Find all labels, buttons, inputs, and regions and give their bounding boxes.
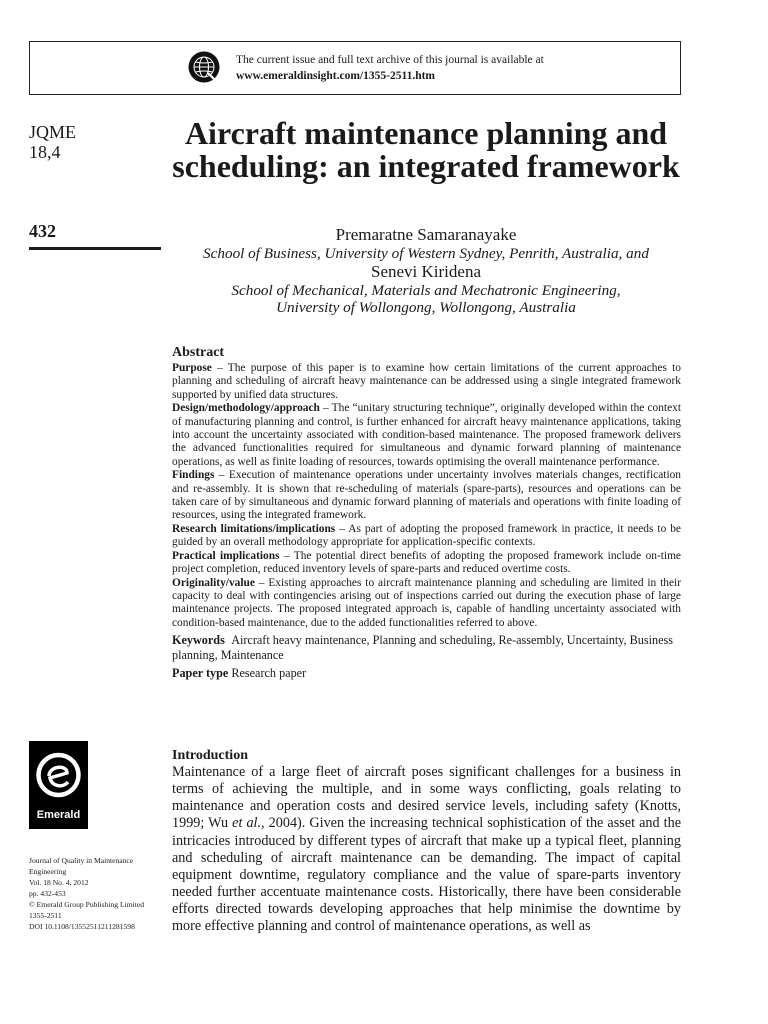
- abstract-purpose: Purpose – The purpose of this paper is to examine how certain limitations of the current approaches to planning and scheduling of aircraft heavy maintenance can be addressed using a single integrated framework supported by unified data structures.: [172, 362, 681, 401]
- abstract-findings: Findings – Execution of maintenance operations under uncertainty involves materials changes, rectification and re-assembly. It is shown that re-scheduling of materials (spare-parts), resources and operations can be taken care of by simultaneous and dynamic forward planning of materials and operations with finite loading of resources, using the integrated framework.: [172, 469, 681, 522]
- paper-type: Paper type Research paper: [172, 666, 307, 681]
- page-number: 432: [29, 221, 56, 241]
- abstract-practical: Practical implications – The potential direct benefits of adopting the proposed framework include on-time project completion, reduced inventory levels of spare-parts and reduced overtime costs.: [172, 549, 681, 576]
- author-affiliation: University of Wollongong, Wollongong, Australia: [276, 299, 576, 316]
- abstract: [172, 344, 681, 681]
- abstract-originality: Originality/value – Existing approaches to aircraft maintenance planning and scheduling are limited in their capacity to deal with contingencies arising out of inspections carried out during the execution phase of large maintenance projects. The proposed integrated approach is, capable of handling uncertainty associated with condition-based maintenance, due to the added functionalities referred to above.: [172, 576, 681, 629]
- author-name: Senevi Kiridena: [371, 262, 481, 281]
- volume-issue: 18,4: [29, 142, 61, 162]
- author-affiliation: School of Business, University of Western Sydney, Penrith, Australia, and: [203, 245, 649, 262]
- citation-info: [29, 855, 169, 932]
- citation-line: 1355-2511: [29, 911, 62, 920]
- author-affiliation: School of Mechanical, Materials and Mechatronic Engineering,: [231, 282, 621, 299]
- citation-line: Vol. 18 No. 4, 2012: [29, 878, 89, 887]
- abstract-design: Design/methodology/approach – The “unitary structuring technique”, originally developed within the context of manufacturing planning and control, is further enhanced for aircraft heavy maintenance applications, taking into account the uncertainty associated with condition-based maintenance. The proposed framework delivers the advanced functionalities required for simultaneous and dynamic forward planning of maintenance operations, as well as finite loading of resources, towards optimising the overall maintenance performance.: [172, 402, 681, 468]
- author-block: [172, 225, 680, 316]
- sidebar-divider: [29, 247, 161, 250]
- citation-line: © Emerald Group Publishing Limited: [29, 900, 145, 909]
- citation-line: Engineering: [29, 867, 67, 876]
- emerald-logo: [29, 741, 88, 829]
- journal-archive-banner: [29, 41, 681, 95]
- citation-line: pp. 432-453: [29, 889, 66, 898]
- citation-line: DOI 10.1108/13552511211281598: [29, 922, 135, 931]
- journal-abbreviation: JQME: [29, 122, 77, 142]
- article-title: Aircraft maintenance planning and scheduling: an integrated framework: [172, 115, 680, 184]
- introduction-body: Maintenance of a large fleet of aircraft poses significant challenges for a business in terms of achieving the multiple, and in some ways conflicting, goals relating to maintenance and operation costs and desired service levels, including safety (Knotts, 1999; Wu et al., 2004). Given the increasing technical sophistication of the asset and the intricacies introduced by different types of aircraft that make up a typical fleet, planning and scheduling of aircraft maintenance can be demanding. The impact of capital equipment downtime, regulatory compliance and the value of spare-parts inventory needed further accentuate maintenance costs. Historically, there have been considerable efforts directed towards developing approaches that help minimise the downtime by more effective planning and control of maintenance operations, as well as: [172, 764, 681, 935]
- logo-wordmark: Emerald: [36, 809, 81, 821]
- journal-url-link[interactable]: www.emeraldinsight.com/1355-2511.htm: [236, 70, 436, 82]
- citation-line: Journal of Quality in Maintenance: [29, 856, 134, 865]
- keywords: Keywords Aircraft heavy maintenance, Planning and scheduling, Re-assembly, Uncertainty, Business planning, Maintenance: [172, 633, 673, 663]
- globe-icon: [188, 51, 220, 83]
- introduction-section: [172, 747, 681, 936]
- abstract-heading: Abstract: [172, 345, 225, 360]
- banner-archive-note: The current issue and full text archive of this journal is available at: [236, 54, 544, 66]
- author-name: Premaratne Samaranayake: [335, 225, 517, 244]
- introduction-heading: Introduction: [172, 748, 248, 763]
- abstract-limitations: Research limitations/implications – As part of adopting the proposed framework in practice, it needs to be guided by an overall methodology appropriate for application-specific contexts.: [172, 522, 681, 549]
